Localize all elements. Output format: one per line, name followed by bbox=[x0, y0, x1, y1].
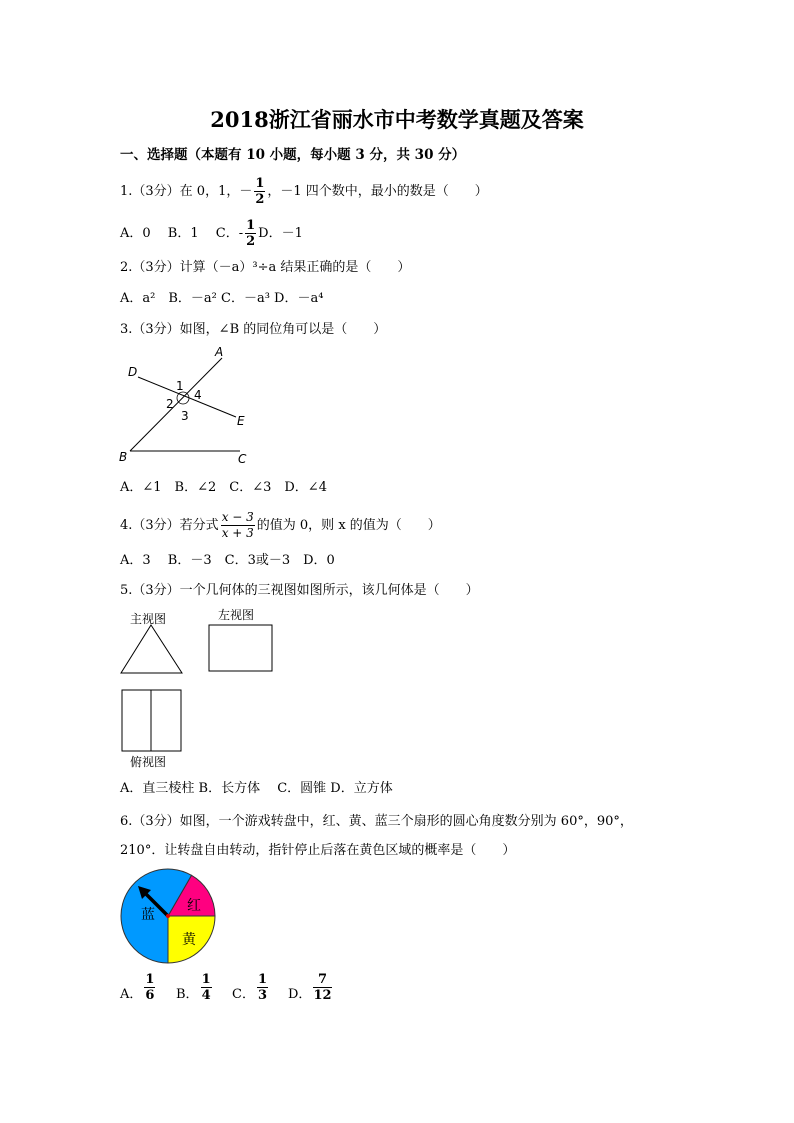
label-b: B bbox=[119, 450, 128, 464]
numerator: 1 bbox=[201, 972, 211, 987]
q6-line2: 210°．让转盘自由转动，指针停止后落在黄色区域的概率是（ ） bbox=[120, 843, 516, 858]
q6-option[interactable] bbox=[120, 972, 157, 1003]
q6-option[interactable] bbox=[232, 972, 270, 1003]
q1-text: 1.（3分）在 0，1，－ $\frac{1}{2}$ ，－1 四个数中，最小的数是（ ） bbox=[120, 176, 488, 207]
denominator: 12 bbox=[313, 988, 332, 1003]
label-d: D bbox=[128, 365, 138, 379]
q6-option-fraction bbox=[144, 972, 155, 1003]
section-heading: 一、选择题（本题有 10 小题，每小题 3 分，共 30 分） bbox=[120, 147, 466, 163]
denominator: 4 bbox=[201, 988, 211, 1003]
q2-text: 2.（3分）计算（－a）³÷a 结果正确的是（ ） bbox=[120, 260, 411, 275]
label-3: 3 bbox=[181, 409, 189, 423]
sector-label-yellow: 黄 bbox=[182, 932, 196, 948]
sector-label-blue: 蓝 bbox=[141, 907, 155, 923]
q6-option[interactable] bbox=[176, 972, 214, 1003]
sector-label-red: 红 bbox=[187, 898, 201, 914]
left-view-rect bbox=[209, 625, 272, 671]
denominator: x + 3 bbox=[221, 526, 254, 540]
q1-options: A．0 B．1 C． bbox=[120, 225, 239, 241]
label-1: 1 bbox=[176, 379, 184, 393]
q4-options: A．3 B．－3 C．3或－3 D．0 bbox=[120, 553, 335, 568]
q4-fraction bbox=[221, 510, 255, 541]
q6-option-letter: B． bbox=[176, 987, 199, 1002]
label-c: C bbox=[238, 452, 247, 466]
label-2: 2 bbox=[166, 397, 174, 411]
numerator: x − 3 bbox=[221, 510, 254, 524]
numerator: 1 bbox=[257, 972, 267, 987]
q3-options: A．∠1 B．∠2 C．∠3 D．∠4 bbox=[120, 480, 327, 495]
q6-option-fraction bbox=[201, 972, 212, 1003]
numerator: 1 bbox=[246, 218, 256, 233]
denominator: 6 bbox=[145, 988, 155, 1003]
left-view-label: 左视图 bbox=[218, 608, 255, 622]
q6-option-letter: C． bbox=[232, 987, 255, 1002]
denominator: 2 bbox=[255, 192, 265, 207]
pointer-pivot bbox=[166, 914, 170, 918]
denominator: 2 bbox=[246, 234, 256, 249]
q6-line1: 6.（3分）如图，一个游戏转盘中，红、黄、蓝三个扇形的圆心角度数分别为 60°，90°， bbox=[120, 814, 633, 829]
q1-optc-sign: - bbox=[238, 225, 244, 241]
label-a: A bbox=[215, 345, 224, 359]
top-view-label: 俯视图 bbox=[130, 755, 167, 769]
label-4: 4 bbox=[194, 388, 202, 402]
numerator: 1 bbox=[255, 176, 265, 191]
q6-option-fraction bbox=[313, 972, 331, 1003]
q3-text: 3.（3分）如图，∠B 的同位角可以是（ ） bbox=[120, 322, 387, 337]
q1-optd: D．－1 bbox=[258, 225, 303, 241]
q6-option[interactable] bbox=[288, 972, 334, 1003]
denominator: 3 bbox=[257, 988, 267, 1003]
line-ba bbox=[130, 358, 222, 451]
front-view-label: 主视图 bbox=[130, 612, 167, 626]
spinner bbox=[121, 869, 215, 963]
label-e: E bbox=[237, 414, 245, 428]
q2-options: A．a² B．－a² C．－a³ D．－a⁴ bbox=[120, 291, 324, 306]
q6-option-letter: D． bbox=[288, 987, 312, 1002]
q4-post: 的值为 0，则 x 的值为（ ） bbox=[256, 517, 441, 533]
q6-option-letter: A． bbox=[120, 987, 143, 1002]
q5-options: A．直三棱柱 B．长方体 C．圆锥 D．立方体 bbox=[120, 781, 393, 796]
q4-row bbox=[120, 510, 441, 541]
numerator: 7 bbox=[313, 972, 331, 988]
q4-pre: 4.（3分）若分式 bbox=[120, 517, 219, 533]
numerator: 1 bbox=[145, 972, 155, 987]
q5-text: 5.（3分）一个几何体的三视图如图所示，该几何体是（ ） bbox=[120, 583, 479, 598]
front-view-triangle bbox=[121, 625, 182, 673]
page-title: 2018浙江省丽水市中考数学真题及答案 bbox=[210, 107, 584, 132]
q6-option-fraction bbox=[257, 972, 268, 1003]
